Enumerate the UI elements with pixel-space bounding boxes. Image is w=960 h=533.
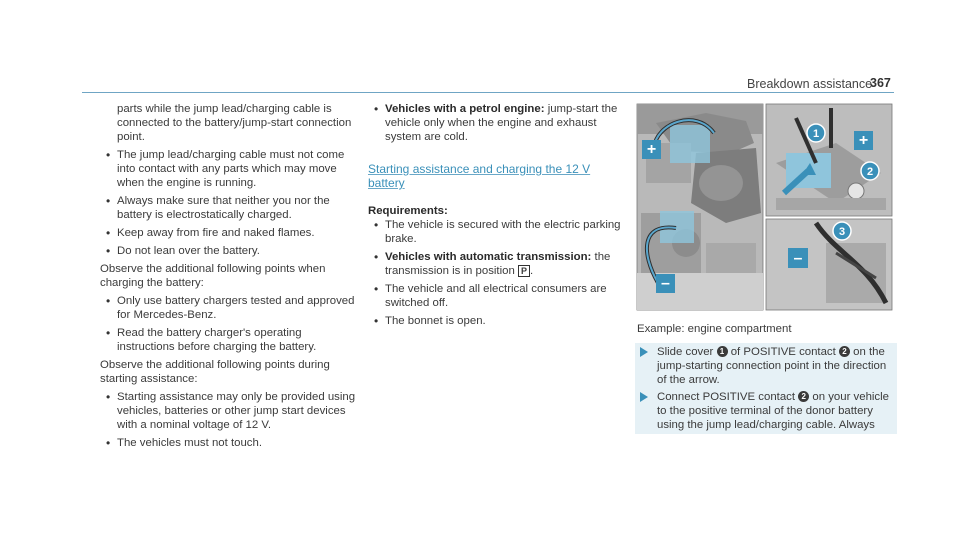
section-title: Starting assistance and charging the 12 V battery [368,162,591,190]
engine-illustration [636,103,893,311]
auto-transmission-label: Vehicles with automatic transmission: [385,251,592,263]
main-engine-view [637,104,763,310]
engine-compartment-figure [636,103,893,311]
list-item: • The vehicles must not touch. [100,436,358,450]
step-text: of POSITIVE contact [730,346,836,358]
minus-symbol-main: – [661,275,670,292]
list-item: • Starting assistance may only be provided using vehicles, batteries or other jump start devices with a nominal voltage of 12 V. [100,390,358,432]
plus-symbol-main: + [646,141,657,158]
observe-text: Observe the additional following points during starting assistance: [100,359,330,385]
left-column [100,102,358,450]
step-arrow-icon [640,347,648,357]
callout-badge: 1 [717,346,728,357]
step-arrow-icon [640,392,648,402]
requirements-label: Requirements: [368,205,448,217]
instruction-step [635,388,897,434]
figure-caption: Example: engine compartment [637,323,792,335]
step-text: Connect POSITIVE contact [657,391,796,403]
callout-2: 2 [866,166,874,178]
list-item: • The bonnet is open. [368,314,622,328]
step-text: on the jump-starting connection point in the direction of the arrow. [657,346,887,386]
middle-column [368,102,622,328]
negative-terminal-detail [766,219,892,310]
petrol-engine-item [368,102,622,144]
petrol-engine-text: jump-start the vehicle only when the engine and exhaust system are cold. [385,103,618,143]
step-text: Slide cover [657,346,714,358]
list-item: • Only use battery chargers tested and approved for Mercedes-Benz. [100,294,358,322]
callout-1: 1 [812,128,820,140]
list-item: • Keep away from fire and naked flames. [100,226,358,240]
list-item: • Always make sure that neither you nor the battery is electrostatically charged. [100,194,358,222]
list-item: • Do not lean over the battery. [100,244,358,258]
list-item: • The vehicle and all electrical consumers are switched off. [368,282,622,310]
callout-badge: 2 [839,346,850,357]
step-text: on your vehicle to the positive terminal of the donor battery using the jump lead/charging cable. Always [657,391,889,431]
list-item: • Vehicles with automatic transmission: the transmission is in position P . [368,250,622,278]
auto-transmission-text: the transmission is in position [385,251,611,277]
positive-terminal-detail [766,104,892,216]
list-item: • Read the battery charger's operating instructions before charging the battery. [100,326,358,354]
instruction-step [635,343,897,389]
callout-3: 3 [838,226,846,238]
intro-text: parts while the jump lead/charging cable is connected to the battery/jump-start connection point. [117,103,352,143]
callout-badge: 2 [798,391,809,402]
observe-text: Observe the additional following points when charging the battery: [100,263,326,289]
minus-symbol-detail: – [793,250,803,267]
petrol-engine-label: Vehicles with a petrol engine: [385,103,545,115]
list-item: • The jump lead/charging cable must not come into contact with any parts which may move when the engine is running. [100,148,358,190]
list-item: • The vehicle is secured with the electric parking brake. [368,218,622,246]
running-header-title: Breakdown assistance [747,77,873,91]
park-position-symbol: P [518,265,530,277]
header-rule [82,92,894,93]
page-number: 367 [870,76,891,90]
plus-symbol-detail: + [858,132,869,149]
